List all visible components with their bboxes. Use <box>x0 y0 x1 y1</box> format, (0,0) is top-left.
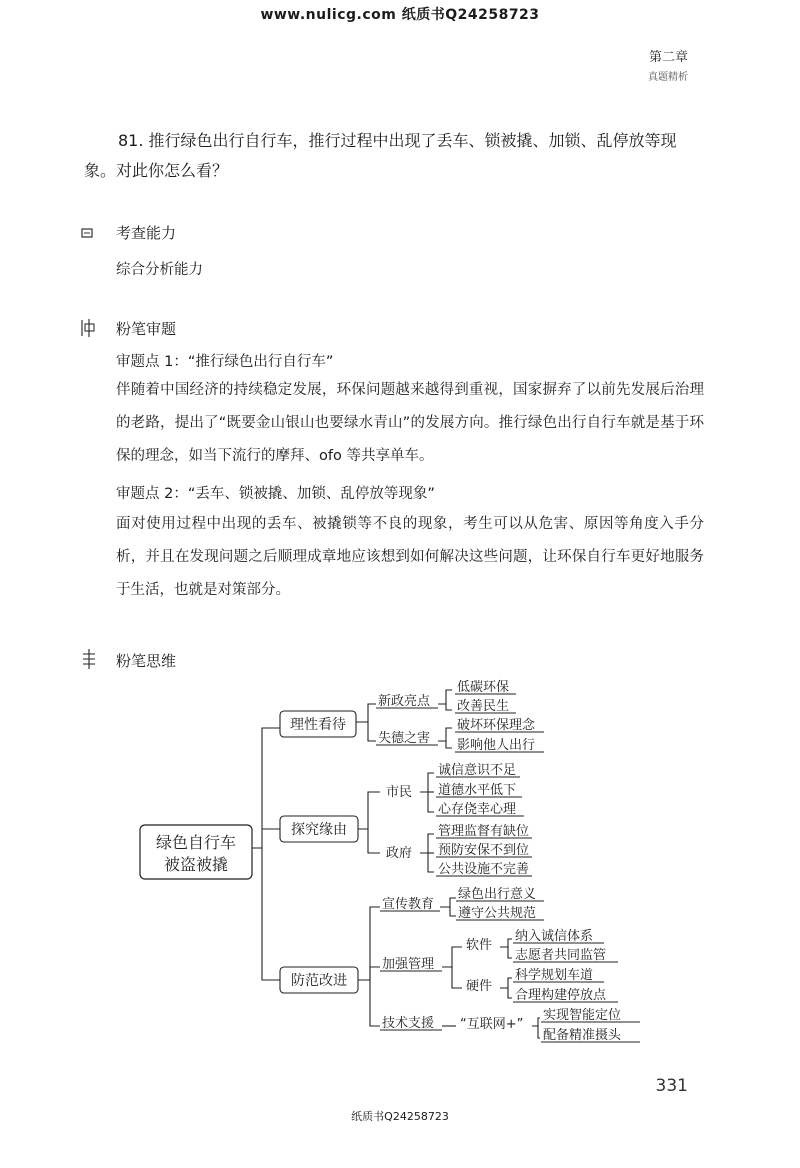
leaf: 诚信意识不足 <box>438 763 517 778</box>
branch-cause: 探究缘由 <box>291 822 347 838</box>
root-line-1: 绿色自行车 <box>155 833 237 852</box>
question-line-1: 81. 推行绿色出行自行车，推行过程中出现了丢车、锁被撬、加锁、乱停放等现 <box>118 131 677 150</box>
leaf: 纳入诚信体系 <box>515 929 594 944</box>
sub-software: 软件 <box>466 938 493 953</box>
leaf: 合理构建停放点 <box>515 988 607 1003</box>
leaf: 遵守公共规范 <box>458 906 537 921</box>
leaf: 志愿者共同监管 <box>515 948 607 963</box>
chapter-label: 第二章 <box>648 50 688 65</box>
question-line-2: 象。对此你怎么看？ <box>84 161 229 180</box>
branch-rational: 理性看待 <box>290 717 346 733</box>
leaf: 实现智能定位 <box>543 1008 622 1023</box>
group-management: 加强管理 <box>382 957 435 972</box>
header-watermark: www.nulicg.com 纸质书Q24258723 <box>260 7 540 23</box>
sub-internet-plus: “互联网+” <box>460 1017 524 1032</box>
leaf: 预防安保不到位 <box>438 843 530 858</box>
group-government: 政府 <box>386 846 413 861</box>
leaf: 破坏环保理念 <box>457 718 536 733</box>
leaf: 配备精准摄头 <box>543 1028 622 1043</box>
leaf: 道德水平低下 <box>438 783 517 798</box>
leaf: 影响他人出行 <box>457 738 536 753</box>
root-line-2: 被盗被撬 <box>163 855 229 874</box>
mind-title: 粉笔思维 <box>116 652 177 670</box>
group-citizens: 市民 <box>386 785 413 800</box>
leaf: 心存侥幸心理 <box>438 802 517 817</box>
review-paragraph-2-text: 面对使用过程中出现的丢车、被撬锁等不良的现象，考生可以从危害、原因等角度入手分析，并且在发现问题之后顺理成章地应该想到如何解决这些问题，让环保自行车更好地服务于生活，也就是对策部分。 <box>116 516 704 598</box>
chapter-subtitle: 真题精析 <box>648 72 688 83</box>
group-policy-highlight: 新政亮点 <box>378 694 431 709</box>
group-publicity: 宣传教育 <box>382 897 435 912</box>
branch-prevention: 防范改进 <box>291 973 347 989</box>
ability-title: 考查能力 <box>116 224 177 242</box>
sub-hardware: 硬件 <box>466 979 493 994</box>
review-paragraph-1-text: 伴随着中国经济的持续稳定发展，环保问题越来越得到重视，国家摒弃了以前先发展后治理的老路，提出了“既要金山银山也要绿水青山”的发展方向。推行绿色出行自行车就是基于环保的理念，如当下流行的摩拜、ofo 等共享单车。 <box>116 382 704 464</box>
leaf: 公共设施不完善 <box>438 862 530 877</box>
leaf: 低碳环保 <box>457 680 510 695</box>
footer-watermark: 纸质书Q24258723 <box>351 1110 449 1123</box>
leaf: 管理监督有缺位 <box>438 824 530 839</box>
leaf: 绿色出行意义 <box>458 887 537 902</box>
page-number: 331 <box>655 1076 688 1096</box>
leaf: 改善民生 <box>457 699 510 714</box>
review-point-1: 审题点 1：“推行绿色出行自行车” <box>116 354 334 370</box>
leaf: 科学规划车道 <box>515 968 594 983</box>
group-tech-support: 技术支援 <box>382 1016 435 1031</box>
group-moral-harm: 失德之害 <box>378 731 431 746</box>
ability-content: 综合分析能力 <box>116 262 203 278</box>
review-point-2: 审题点 2：“丢车、锁被撬、加锁、乱停放等现象” <box>116 486 435 502</box>
review-title: 粉笔审题 <box>116 320 177 338</box>
